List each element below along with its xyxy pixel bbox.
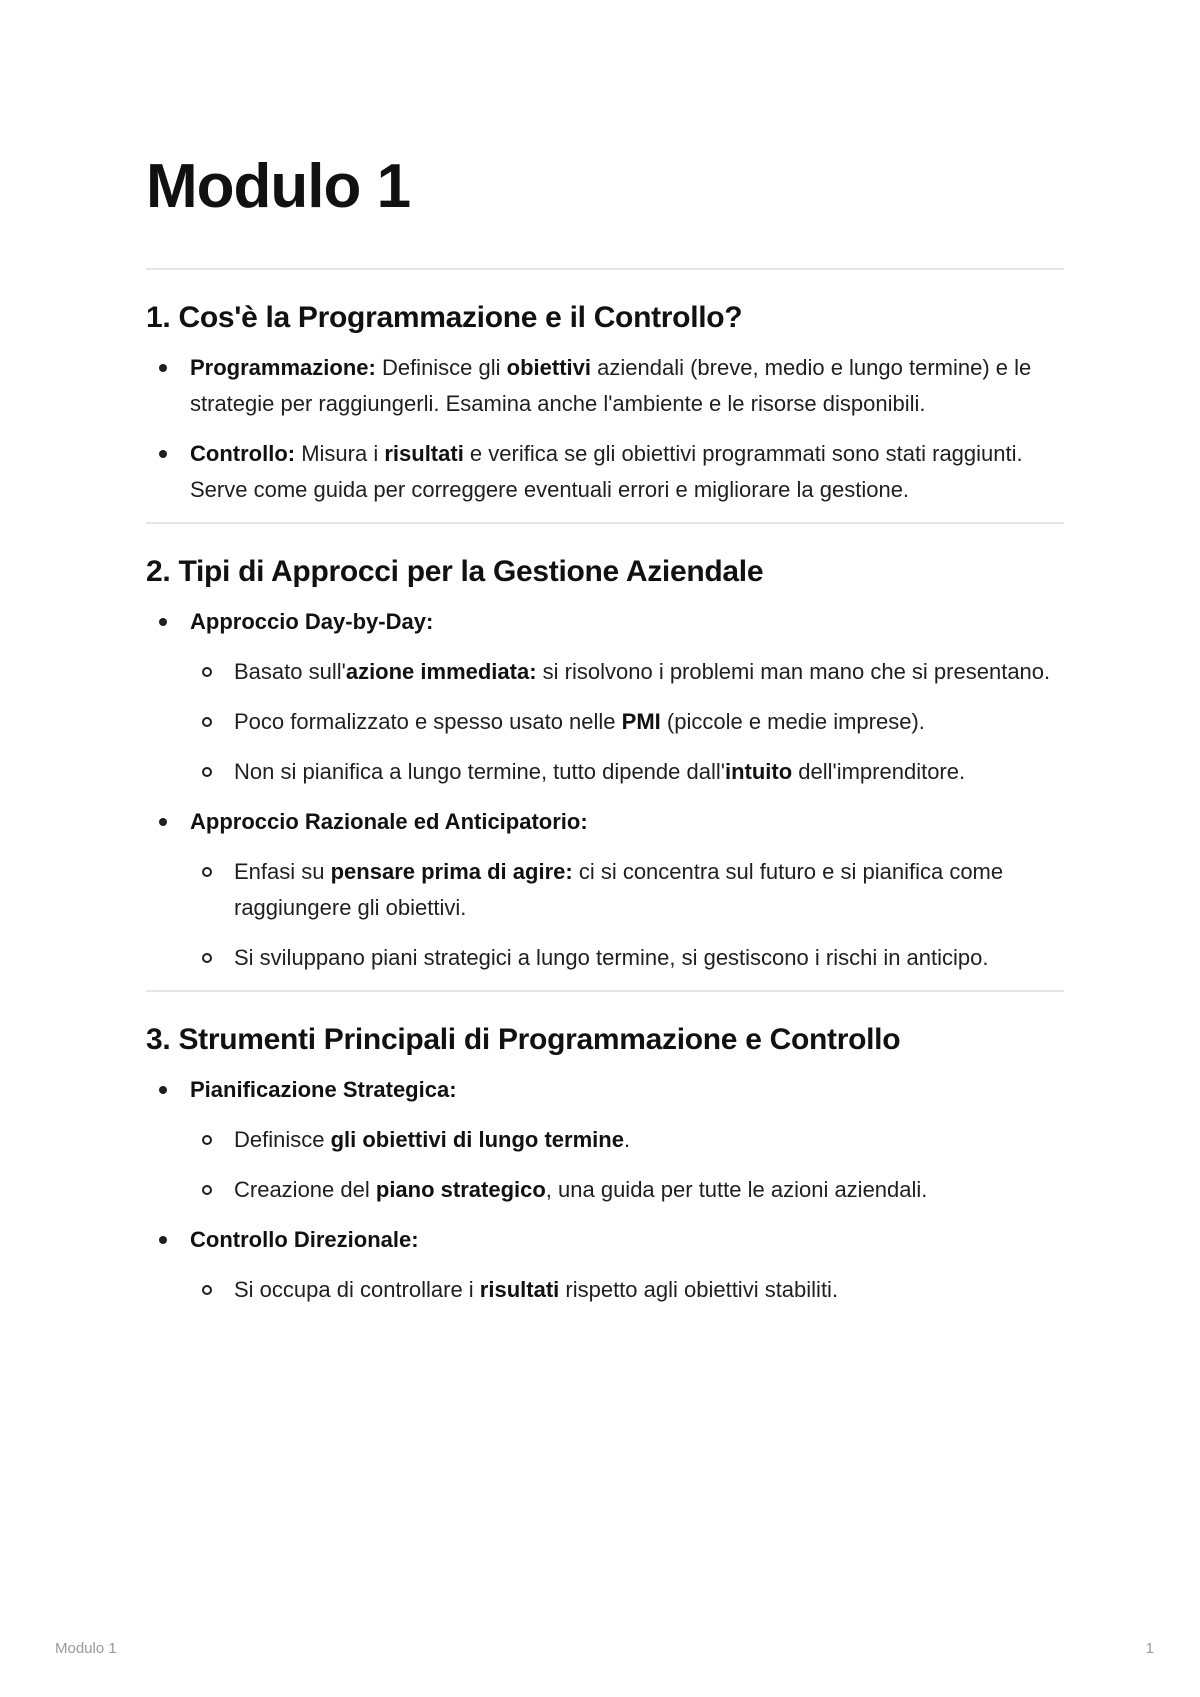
list-item — [146, 804, 1064, 976]
sub-list — [190, 854, 1064, 976]
bullet-list — [146, 604, 1064, 976]
item-label: Programmazione: — [190, 355, 376, 381]
item-label: Approccio Day-by-Day: — [190, 609, 434, 635]
item-label: Controllo: — [190, 441, 296, 467]
item-text: Si sviluppano piani strategici a lungo termine, si gestiscono i rischi in anticipo. — [234, 945, 989, 971]
item-text: (piccole e medie imprese). — [660, 709, 925, 735]
sub-list — [190, 1122, 1064, 1208]
section-heading: 3. Strumenti Principali di Programmazione e Controllo — [146, 1023, 901, 1057]
section-1 — [146, 270, 1064, 508]
item-text: dell'imprenditore. — [792, 759, 966, 785]
section-heading: 2. Tipi di Approcci per la Gestione Aziendale — [146, 555, 764, 589]
list-item — [146, 350, 1064, 422]
item-text: Non si pianifica a lungo termine, tutto dipende dall' — [234, 759, 725, 785]
section-2 — [146, 524, 1064, 976]
bullet-list — [146, 1072, 1064, 1308]
sub-list-item — [190, 704, 1064, 740]
section-3 — [146, 992, 1064, 1308]
item-bold: risultati — [384, 441, 464, 467]
bullet-list — [146, 350, 1064, 508]
sub-list-item — [190, 1172, 1064, 1208]
item-text: ci si concentra sul futuro e si pianifica come raggiungere gli obiettivi. — [234, 859, 1004, 921]
sub-list-item — [190, 1122, 1064, 1158]
sub-list — [190, 654, 1064, 790]
item-bold: risultati — [479, 1277, 560, 1303]
item-label: Approccio Razionale ed Anticipatorio: — [190, 809, 588, 835]
item-label: Controllo Direzionale: — [190, 1227, 419, 1253]
item-text: rispetto agli obiettivi stabiliti. — [559, 1277, 839, 1303]
item-bold: pensare prima di agire: — [330, 859, 573, 885]
item-text: aziendali (breve, medio e lungo termine) e le strategie per raggiungerli. Esamina anche l'ambiente e le risorse disponibili. — [190, 355, 1032, 417]
item-text: Poco formalizzato e spesso usato nelle — [234, 709, 622, 735]
list-item — [146, 1222, 1064, 1308]
item-text: si risolvono i problemi man mano che si presentano. — [536, 659, 1051, 685]
item-text: . — [623, 1127, 631, 1153]
item-label: Pianificazione Strategica: — [190, 1077, 457, 1103]
item-bold: gli obiettivi di lungo termine — [330, 1127, 624, 1153]
item-text: Basato sull' — [234, 659, 346, 685]
sub-list-item — [190, 654, 1064, 690]
item-bold: piano strategico — [375, 1177, 546, 1203]
list-item — [146, 1072, 1064, 1208]
document-page — [146, 140, 1064, 1322]
item-text: Definisce — [234, 1127, 331, 1153]
item-bold: obiettivi — [506, 355, 592, 381]
sub-list-item — [190, 1272, 1064, 1308]
page-title: Modulo 1 — [146, 152, 411, 221]
item-bold: azione immediata: — [345, 659, 537, 685]
footer-page-number: 1 — [1145, 1640, 1154, 1657]
item-text: Definisce gli — [375, 355, 507, 381]
item-bold: intuito — [724, 759, 793, 785]
sub-list — [190, 1272, 1064, 1308]
item-bold: PMI — [621, 709, 661, 735]
sub-list-item — [190, 754, 1064, 790]
item-text: Misura i — [295, 441, 385, 467]
footer-document-name: Modulo 1 — [55, 1640, 117, 1657]
item-text: , una guida per tutte le azioni aziendali. — [545, 1177, 928, 1203]
item-text: Creazione del — [234, 1177, 376, 1203]
item-text: e verifica se gli obiettivi programmati sono stati raggiunti. Serve come guida per correggere eventuali errori e migliorare la gestione. — [190, 441, 1023, 503]
list-item — [146, 436, 1064, 508]
sub-list-item — [190, 940, 1064, 976]
list-item — [146, 604, 1064, 790]
sub-list-item — [190, 854, 1064, 926]
section-heading: 1. Cos'è la Programmazione e il Controllo? — [146, 301, 743, 335]
item-text: Si occupa di controllare i — [234, 1277, 480, 1303]
item-text: Enfasi su — [234, 859, 331, 885]
